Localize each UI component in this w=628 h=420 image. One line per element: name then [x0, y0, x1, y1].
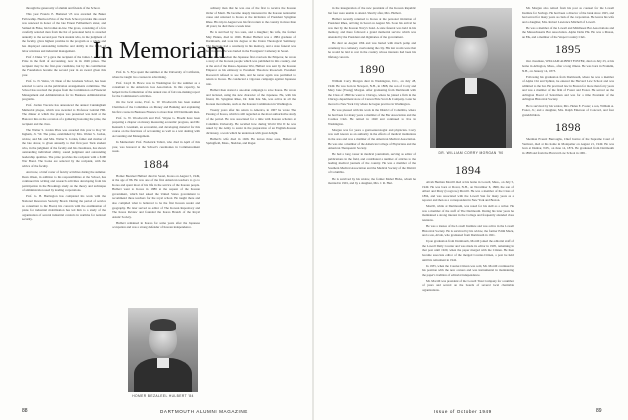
obituary-paragraph: Morrill, while at Dartmouth, was noted for his skill as a writer. He was a member of the staff of The Dartmouth. During his later years he maintained a strong interest in the College and frequently attended class reunions.: [422, 204, 514, 222]
photo-caption: HOMER BEZALEEL HULBERT '84: [132, 394, 194, 398]
obituary-paragraph: Hulbert remained in Korea for some years after the Japanese occupation and was a strong defender of Korean independence.: [112, 220, 200, 230]
article-paragraph: Prof. K. S. Frye spent the summer at the University of California, where he taught two courses in advertising.: [112, 70, 200, 79]
article-paragraph: In Memoriam: Prof. Frederick Tallett, who died in April of this year, was honored at the School's ceremonies in Commencement week.: [112, 140, 200, 154]
right-column-1: [328, 6, 416, 401]
morgan-portrait-photo: [430, 8, 512, 148]
article-paragraph: And now, a brief roster of faculty activities during the summer. Dean Olsen, in addition to his responsibilities at the School, has continued his writing and research activities developing from his participation in the Brookings study on the theory and technique of administration used by leading corporations.: [22, 170, 106, 193]
article-paragraph: Prof. G. W. Woodworth and Prof. Wayne G. Broehl have been preparing a chapter on money measuring economic progress, and Mr. Kenneth I. Gresham, an economist, and developing material for this course on the functions of accounting as well as a text dealing with Accounting and Management.: [112, 115, 200, 138]
article-paragraph: This year Francis E. Hamsted '23 was awarded the Baker Fellowship. Harrison Price of the Tuck School provides this award was renewed in honor of the late Ernest Fellheimer's sister, and Samuel & Fiske, his brother-in-law. The gross, consisting of a few carefully selected men from the list of personnel held, is awarded annually to the second-year Tuck student who, in the judgment of the faculty, gives highest promise in the program as a whole and has displayed outstanding initiative and ability in the fields of labor relations and industrial management.: [22, 12, 106, 53]
obituary-paragraph: Homer Bezaleel Hulbert died in Seoul, Korea on August 5, 1949, at the age of 86. He was one of the first American teachers to go to Korea and spent most of his life in the service of the Korean people. Hulbert went to Korea in 1886 at the request of the Korean government, which had asked the United States government to recommend three teachers for the royal school. He taught there and also compiled what is believed to be the first Korean reader and geography. He later served as editor of The Korean Repository and The Korea Review and founded the Korea Branch of the Royal Asiatic Society.: [112, 173, 200, 219]
obituary-paragraph: He was pleased with his work in the District of Columbia, where he had been for many years a member of the Bar Association and the Cosmos Club. He retired in 1940 and continued to live in Washington.: [328, 108, 416, 126]
obituary-paragraph: He had a long career in medical journalism, serving as editor of publications in the field, and contributed a number of articles to the leading medical journals of the country. He was a member of the Southern Medical Association and the Medical Society of the District of Columbia.: [328, 152, 416, 175]
obituary-paragraph: Morgan was for years a gastroenterologist and physician. Corry was well known as an authority in the effects of medical institutions in the area and was a member of the American Medical Association. He was also a member of the American College of Physicians and the American Therapeutic Society.: [328, 127, 416, 151]
class-year-heading: 1890: [359, 62, 385, 77]
obituary-paragraph: ordinary man that he was one of the first to receive the Korean Order of Merit. He became deeply interested in the Korean nationalist cause and returned to Korea at the invitation of President Syngman Rhee. His trip in August was his first return to the country in more than 40 years; he died there a week later.: [206, 6, 296, 29]
photo-caption: DR. WILLIAM CORRY MORGAN '90: [438, 151, 504, 155]
class-year-heading: 1898: [555, 120, 581, 135]
obituary-paragraph: He is survived by his widow, the former Mabel Hicks, whom he married in 1901, and by a daughter, Mrs. J. R. Hart.: [328, 176, 416, 186]
article-paragraph: Prof. Jordan Trecarte has announced the annual Cunningham Memorial plaque, which was awarded to Professor Gabriel Hill. The dinner at which the plaque was presented was held at the Hanover Inn on the occasion of a gathering honoring the prize, the recipient and the class.: [22, 103, 106, 126]
obituary-paragraph: Our classmate, WILLIAM ALBERT FOSTER, died on July 23, at his home in Arlington, Mass., after a long illness. He was born in Franklin, N.H., on January 14, 1873.: [522, 59, 614, 73]
article-paragraph: through the generosity of alumni and friends of the School.: [26, 6, 101, 10]
hulbert-portrait-photo: [128, 308, 198, 392]
obituary-paragraph: In 1935, when the Courier-Citizen was sold, Mr. Morrill continued in his position with the new owners and was instrumental in maintaining the paper's tradition of editorial independence.: [422, 263, 514, 277]
article-paragraph: The Walter S. Jordan Prize was awarded this year to Roy W. Ingham, Jr. '50. The prize, established by Mrs. Walter S. Jordan, widow, and Mr. and Mrs. Walter S. Jordan, father and mother of the late donor, is given annually to that first-year Tuck student who, in the judgment of the faculty and his classmates, has shown outstanding individual ability, sound judgment and outstanding leadership qualities. The prize provides the recipient with a $100 War Bond. The books are selected by the recipient, with the advice of the faculty.: [22, 127, 106, 169]
article-paragraph: Prof J. Duke '17 p gave the recipient of the James J. and Duke Prize in the field of Accounting, now in its 1949 prizes. The recipient may be the first-year candidate, but by his contribution the Foundation became the second year in an award given this year.: [22, 54, 106, 77]
obituary-paragraph: Upon graduation from Dartmouth, Morrill joined the editorial staff of the Lowell Daily Courier and was made its editor in 1905, remaining in that post until 1920, when the paper merged with the Citizen. He then became associate editor of the merged Courier-Citizen, a post he held until his retirement in 1942.: [422, 239, 514, 262]
obituary-paragraph: Following his graduation from Dartmouth, where he was a member of Alpha Chi and Sphinx, he entered the Harvard Law School and was admitted to the bar. He practiced law in Boston for more than forty years and was a member of the firm of Foster and Foster. He served on the Arlington Board of Selectmen and was for a time President of the Arlington Historical Society.: [522, 74, 614, 102]
obituary-paragraph: He was a member of the Lowell and Middlesex Bar Associations and the Massachusetts Bar Association. Alpha Delta Phi. He was a Mason, an Elk, and a member of the Vesper Country Club.: [522, 25, 614, 39]
obituary-paragraph: Hulbert recently returned to Korea at the personal invitation of President Rhee, arriving in Seoul on August 5th. Soon his arrival he was met by the Korean Navy's band. A state funeral was held in his memory, and there followed a grand memorial service which was attended by the President and dignitaries of the government.: [328, 16, 416, 39]
article-paragraph: Prof. Lloyd D. Brace was in Washington for the summer as a consultant to the American Gas Association. In this capacity, he helped in the formulation of the annual rate of fair rate-making report for the Commission's activities.: [112, 80, 200, 99]
obituary-paragraph: He died on August 18th and was buried with much pomp and ceremony in a cemetery overlooking the city. His last words were that he would be laid to rest in the country whose interests had been his lifelong concern.: [328, 41, 416, 59]
page-number: 89: [596, 408, 602, 414]
class-year-heading: 1884: [143, 156, 169, 171]
right-column-3: [522, 6, 614, 401]
obituary-paragraph: At the time when the Japanese first overtook the Emperor, he wrote a story of the Korean people which was published in this country, and at the end of the Russo-Japanese War, Hulbert was sent by the Korean Emperor as his emissary to President Theodore Roosevelt. President Roosevelt refused to see him, and he never again was permitted to return to Korea. He conducted a vigorous campaign against Japanese rule.: [206, 54, 296, 86]
article-paragraph: On the local scene, Prof. G. W. Woodworth has been named Chairman of the Committee on Money and Banking and explaining his first course in Business Finance to more than 100 Dartmouth men.: [112, 100, 200, 114]
obituary-paragraph: Mr. Morrill was president of the Lowell Trust Company for a number of years and served on the boards of several local charitable organizations.: [422, 278, 514, 292]
magazine-footer: DARTMOUTH ALUMNI MAGAZINE: [160, 409, 248, 414]
obituary-paragraph: Alvah Herman Morrill died at his home in Lowell, Mass., on July 5, 1949. He was born at Dover, N.H., on November 6, 1869, the son of Albert and Mary (Cosgrove) Morrill. He was a member of the Class of 1894, and was associated with the Lowell Sun for many years as a reporter and then as a correspondent in New York and Boston.: [422, 180, 514, 203]
section-heading: In Memoriam: [93, 38, 226, 64]
obituary-paragraph: He was a trustee of the Lowell Institute and was active in the Lowell Historical Society. He is survived by his widow, the former Edith Mack, and a son, Alvah, who graduated from Dartmouth in 1921.: [422, 224, 514, 238]
article-paragraph: Prof. G. N. Weiss, '21 Dean of the Graduate School, has been selected to serve on the publication arrangements committee. The School has received the plaque from the Commission on Financial Management and Administration for its Business Administration programs.: [22, 78, 106, 102]
class-year-heading: 1895: [555, 42, 581, 57]
page-number: 88: [22, 408, 28, 414]
obituary-paragraph: William Corry Morgan died in Washington, D.C., on July 28, 1949. He was born in Newport, N.H., in 1868, the son of Corry and Mary Jane (Young) Morgan. After graduating from Dartmouth with the Class of 1890 he went to Chicago, where he joined a firm in the Chicago department store of Carson Pirie Scott & Company. Later he moved to New York City where he began practice in Washington.: [328, 79, 416, 106]
right-column-2: [422, 160, 514, 402]
obituary-paragraph: Sherman Everett Burroughs, Chief Justice of the Supreme Court of Vermont, died at his home in Montpelier on August 21, 1949. He was born at Dunbar, N.H., on June 14, 1874. He graduated from Dartmouth in 1898 and from the Harvard Law School in 1901.: [522, 137, 614, 155]
obituary-paragraph: Hulbert then started a one-man campaign to save Korea. He wrote and lectured, using the new character of the Japanese. He, with his friend, Dr. Syngman Rhee, Dr. Kim Kiu Sik, was active in all the Korean movements, such as the Korean Commission in Washington.: [206, 88, 296, 106]
class-year-heading: 1894: [455, 163, 481, 177]
article-paragraph: Prof. G. B. Barrington has completed his work with the National Resources Security Board. During the period of service as consultant to the Board, his concern with the examination of plans for industrial mobilization has led him to a study of the organization of several industrial controls in wartime for national security.: [22, 194, 106, 222]
obituary-paragraph: Mr. Morgan also retired from his post as counsel for the Lowell Institute for Savings. He had been a director of the bank since 1925, and had served for many years as clerk of the corporation. He leaves his wife and a daughter, Mrs. Robert Lawrence Mitchell of Lowell.: [522, 6, 614, 24]
obituary-paragraph: Hulbert's wife died in 1926. He leaves three sons, Hubert of Springfield, Mass., Sheldon, and Roger.: [206, 136, 296, 146]
obituary-paragraph: He is survived by two sons, and a daughter; his wife, the former May Hanna, died in 1926. Homer Hulbert was a 1884 graduate of Dartmouth, and took his degree at the Union Theological Seminary. The Koreans had a ceremony in his memory, and a state funeral was held for him. He was buried in the Foreigners' Cemetery in Seoul.: [206, 30, 296, 53]
obituary-paragraph: in the inauguration of the new president of the Korean Republic but four were unable to attend. Shortly after, Mrs. Hulbert.: [328, 6, 416, 15]
obituary-paragraph: He is survived by his widow, Mrs. Helen E. Foster; a son, William A. Foster, Jr.; and a daughter, Mrs. Ralph Emerson of Concord, and four grandchildren.: [522, 103, 614, 117]
issue-footer: Issue of October 1949: [434, 409, 492, 414]
obituary-paragraph: Twenty years after his return to America, in 1907 he wrote The Passing of Korea, which is still regarded as the most authoritative study of the period. He was associated for a time with Korean scholars at Columbia University. He recalled how during World War II he was asked by the Army to assist in the preparation of an English-Korean dictionary, a work which he undertook with great delight.: [206, 107, 296, 135]
right-page: [314, 0, 628, 420]
left-column-3: [206, 6, 296, 306]
